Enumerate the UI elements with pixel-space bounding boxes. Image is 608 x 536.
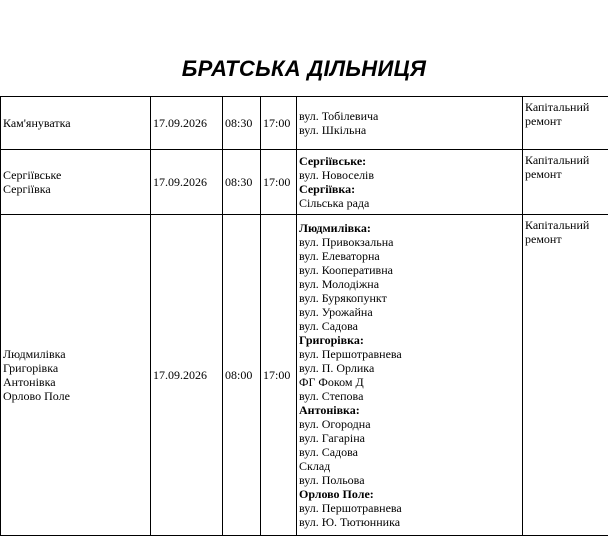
street-name: вул. Елеваторна: [299, 249, 520, 263]
settlement-heading: Орлово Поле:: [299, 487, 520, 501]
table-body: [1, 97, 608, 536]
settlement-heading: Людмилівка:: [299, 221, 520, 235]
table-row: [1, 150, 608, 215]
end-time-cell: 17:00: [261, 215, 297, 536]
street-name: вул. Садова: [299, 319, 520, 333]
settlement-name: Сергіївка: [3, 182, 148, 196]
settlements-cell: [1, 97, 151, 150]
settlement-heading: Григорівка:: [299, 333, 520, 347]
street-name: вул. Садова: [299, 445, 520, 459]
work-type-cell: [523, 215, 608, 536]
settlement-name: Сергіївське: [3, 168, 148, 182]
start-time-cell: 08:30: [223, 97, 261, 150]
work-type-cell: [523, 97, 608, 150]
date-cell: 17.09.2026: [151, 97, 223, 150]
settlement-heading: Сергіївське:: [299, 154, 520, 168]
settlements-cell: [1, 215, 151, 536]
settlement-name: Антонівка: [3, 375, 148, 389]
settlement-heading: Сергіївка:: [299, 182, 520, 196]
street-name: вул. П. Орлика: [299, 361, 520, 375]
work-type-cell: [523, 150, 608, 215]
work-type-text: ремонт: [525, 114, 606, 128]
street-name: вул. Бурякопункт: [299, 291, 520, 305]
street-name: вул. Степова: [299, 389, 520, 403]
end-time-cell: 17:00: [261, 150, 297, 215]
work-type-text: Капітальний: [525, 100, 606, 114]
outage-schedule-table: [0, 96, 608, 536]
street-name: вул. Ю. Тютюнника: [299, 515, 520, 529]
street-name: ФГ Фоком Д: [299, 375, 520, 389]
end-time-cell: 17:00: [261, 97, 297, 150]
settlement-name: Кам'януватка: [3, 116, 148, 130]
street-name: вул. Молодіжна: [299, 277, 520, 291]
street-name: вул. Огородна: [299, 417, 520, 431]
work-type-text: Капітальний: [525, 153, 606, 167]
work-type-text: ремонт: [525, 232, 606, 246]
streets-cell: [297, 97, 523, 150]
settlement-name: Людмилівка: [3, 347, 148, 361]
page-title: БРАТСЬКА ДІЛЬНИЦЯ: [0, 56, 608, 82]
street-name: вул. Польова: [299, 473, 520, 487]
settlement-name: Григорівка: [3, 361, 148, 375]
street-name: вул. Урожайна: [299, 305, 520, 319]
start-time-cell: 08:00: [223, 215, 261, 536]
street-name: вул. Новоселів: [299, 168, 520, 182]
work-type-text: ремонт: [525, 167, 606, 181]
street-name: вул. Тобілевича: [299, 109, 520, 123]
street-name: вул. Першотравнева: [299, 347, 520, 361]
date-cell: 17.09.2026: [151, 150, 223, 215]
street-name: вул. Гагаріна: [299, 431, 520, 445]
street-name: вул. Шкільна: [299, 123, 520, 137]
table-row: [1, 97, 608, 150]
settlement-name: Орлово Поле: [3, 389, 148, 403]
street-name: вул. Привокзальна: [299, 235, 520, 249]
streets-cell: [297, 150, 523, 215]
streets-cell: [297, 215, 523, 536]
street-name: Сільська рада: [299, 196, 520, 210]
start-time-cell: 08:30: [223, 150, 261, 215]
street-name: вул. Кооперативна: [299, 263, 520, 277]
settlement-heading: Антонівка:: [299, 403, 520, 417]
street-name: вул. Першотравнева: [299, 501, 520, 515]
settlements-cell: [1, 150, 151, 215]
table-row: [1, 215, 608, 536]
work-type-text: Капітальний: [525, 218, 606, 232]
street-name: Склад: [299, 459, 520, 473]
date-cell: 17.09.2026: [151, 215, 223, 536]
